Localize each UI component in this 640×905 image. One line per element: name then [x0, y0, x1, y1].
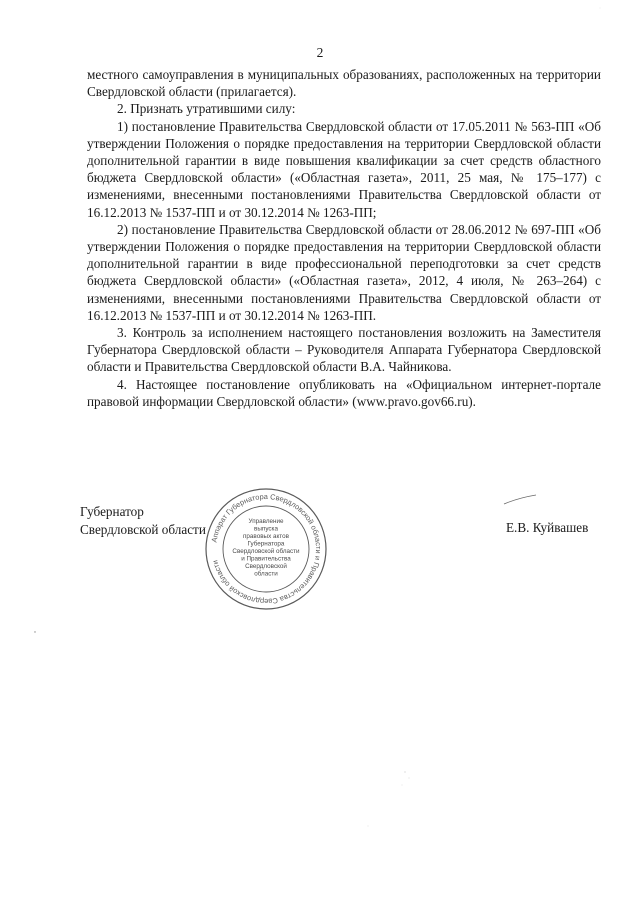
paragraph-item-4: 4. Настоящее постановление опубликовать на «Официальном интернет-портале правовой информации Свердловской области» (www.pravo.gov66.ru).	[87, 376, 601, 409]
page-number: 2	[316, 45, 324, 60]
seal-center-line: области	[254, 570, 278, 578]
signatory-title-line1: Губернатор	[80, 504, 144, 519]
seal-center-line: Свердловской	[245, 563, 287, 570]
seal-center-line: выпуска	[254, 525, 278, 533]
signatory-title-line2: Свердловской области	[80, 521, 206, 537]
paragraph-continuation: местного самоуправления в муниципальных образованиях, расположенных на территории Свердловской области (прилагается).	[87, 67, 601, 100]
seal-ring-text: Аппарат Губернатора Свердловской области и Правительства Свердловской области	[209, 491, 324, 607]
signatory-name: Е.В. Куйвашев	[506, 520, 589, 535]
seal-center-line: Свердловской области	[232, 548, 300, 555]
seal-center-line: и Правительства	[241, 555, 291, 563]
seal-center-line: правовых актов	[243, 533, 289, 540]
paragraph-subitem-2: 2) постановление Правительства Свердловской области от 28.06.2012 № 697-ПП «Об утверждении Положения о порядке предоставления на территории Свердловской области дополнительной гарантии в виде профессиональной переподготовки за счет средств бюджета Свердловской области» («Областная газета», 2012, 4 июля, № 263–264) с изменениями, внесенными постановлениями Правительства Свердловской области от 16.12.2013 № 1537-ПП и от 30.12.2014 № 1263-ПП.	[87, 221, 601, 323]
seal-center-line: Губернатора	[247, 540, 285, 548]
paragraph-item-3: 3. Контроль за исполнением настоящего постановления возложить на Заместителя Губернатора Свердловской области – Руководителя Аппарата Губернатора Свердловской области и Правительства Свердловской области В.А. Чайникова.	[87, 325, 601, 375]
paragraph-item-2: 2. Признать утратившими силу:	[117, 101, 296, 117]
seal-center-line: Управление	[248, 518, 284, 525]
paragraph-subitem-1: 1) постановление Правительства Свердловской области от 17.05.2011 № 563-ПП «Об утверждении Положения о порядке предоставления на территории Свердловской области дополнительной гарантии в виде повышения квалификации за счет средств областного бюджета Свердловской области» («Областная газета», 2011, 25 мая, № 175–177) с изменениями, внесенными постановлениями Правительства Свердловской области от 16.12.2013 № 1537-ПП и от 30.12.2014 № 1263-ПП;	[87, 118, 601, 220]
